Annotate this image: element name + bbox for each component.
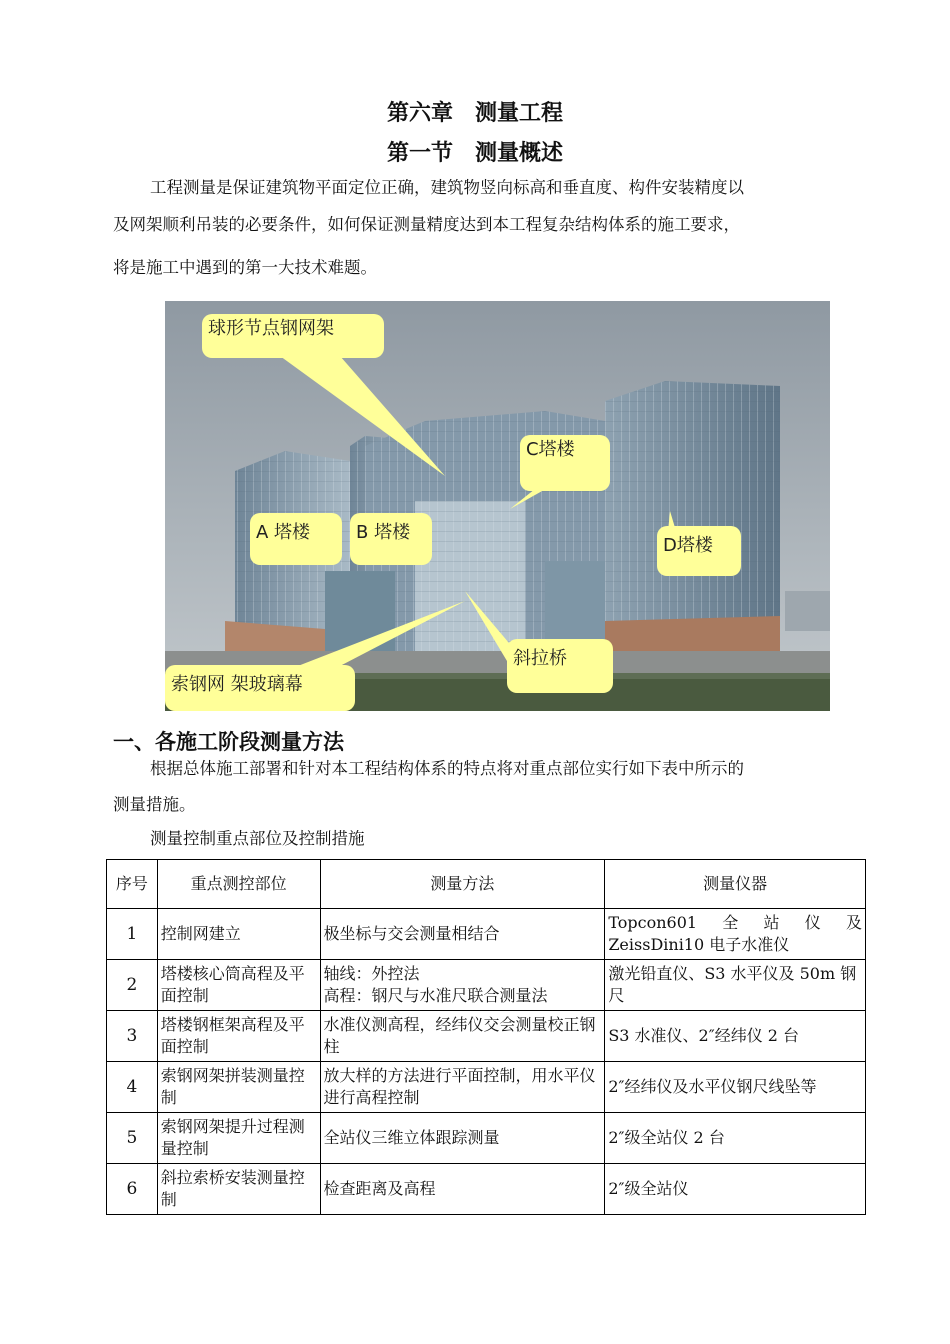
row-method: [320, 960, 605, 1011]
row-instrument: 2″经纬仪及水平仪钢尺线坠等: [605, 1062, 866, 1113]
table-row: [107, 909, 866, 960]
building-illustration: [165, 301, 830, 711]
row-method: 水准仪测高程，经纬仪交会测量校正钢柱: [320, 1011, 605, 1062]
row-no: 1: [107, 909, 158, 960]
header-part: 重点测控部位: [157, 860, 320, 909]
row-method-line-1: 轴线：外控法: [323, 964, 420, 983]
callout-tower-d: D塔楼: [657, 526, 741, 576]
intro-line-3: 将是施工中遇到的第一大技术难题。: [113, 258, 377, 277]
callout-tower-a: A 塔楼: [250, 513, 342, 565]
callout-ball-joint-space-frame: 球形节点钢网架: [202, 314, 384, 358]
building-rendering: [165, 301, 830, 711]
row-no: 5: [107, 1113, 158, 1164]
section-1-para-line-2: 测量措施。: [113, 795, 196, 814]
row-method: 全站仪三维立体跟踪测量: [320, 1113, 605, 1164]
table-row: [107, 960, 866, 1011]
measurement-control-table: [106, 859, 866, 1215]
table-caption: 测量控制重点部位及控制措施: [150, 829, 365, 848]
table-row: [107, 1113, 866, 1164]
header-instrument: 测量仪器: [605, 860, 866, 909]
row-instrument: 2″级全站仪: [605, 1164, 866, 1215]
row-method-line-2: 高程：钢尺与水准尺联合测量法: [323, 986, 548, 1005]
callout-cable-stayed-bridge: 斜拉桥: [507, 639, 613, 693]
row-part: 塔楼核心筒高程及平面控制: [157, 960, 320, 1011]
table-header-row: [107, 860, 866, 909]
intro-line-1: 工程测量是保证建筑物平面定位正确，建筑物竖向标高和垂直度、构件安装精度以: [150, 178, 744, 197]
row-instrument: S3 水准仪、2″经纬仪 2 台: [605, 1011, 866, 1062]
row-part: 索钢网架提升过程测量控制: [157, 1113, 320, 1164]
row-instrument-line-2: ZeissDini10 电子水准仪: [608, 935, 790, 954]
callout-glass-curtain-wall: 索钢网 架玻璃幕: [165, 665, 355, 711]
intro-line-2: 及网架顺利吊装的必要条件，如何保证测量精度达到本工程复杂结构体系的施工要求，: [113, 215, 740, 234]
row-part: 斜拉索桥安装测量控制: [157, 1164, 320, 1215]
section-1-para-line-1: 根据总体施工部署和针对本工程结构体系的特点将对重点部位实行如下表中所示的: [150, 759, 744, 778]
row-method: 极坐标与交会测量相结合: [320, 909, 605, 960]
row-no: 6: [107, 1164, 158, 1215]
row-part: 索钢网架拼装测量控制: [157, 1062, 320, 1113]
chapter-title: 第六章 测量工程: [386, 101, 563, 126]
row-instrument-line-1: Topcon601 全 站 仪 及: [608, 913, 862, 932]
row-method: 放大样的方法进行平面控制，用水平仪进行高程控制: [320, 1062, 605, 1113]
row-no: 3: [107, 1011, 158, 1062]
table-row: [107, 1062, 866, 1113]
row-part: 控制网建立: [157, 909, 320, 960]
table-row: [107, 1164, 866, 1215]
section-1-heading: 一、各施工阶段测量方法: [113, 730, 344, 754]
row-instrument: 2″级全站仪 2 台: [605, 1113, 866, 1164]
table-row: [107, 1011, 866, 1062]
row-no: 4: [107, 1062, 158, 1113]
row-method: 检查距离及高程: [320, 1164, 605, 1215]
callout-tower-b: B 塔楼: [350, 513, 432, 565]
row-part: 塔楼钢框架高程及平面控制: [157, 1011, 320, 1062]
row-no: 2: [107, 960, 158, 1011]
callout-tower-c: C塔楼: [520, 435, 610, 491]
header-method: 测量方法: [320, 860, 605, 909]
header-no: 序号: [107, 860, 158, 909]
section-title: 第一节 测量概述: [386, 141, 563, 166]
row-instrument: 激光铅直仪、S3 水平仪及 50m 钢尺: [605, 960, 866, 1011]
row-instrument: [605, 909, 866, 960]
